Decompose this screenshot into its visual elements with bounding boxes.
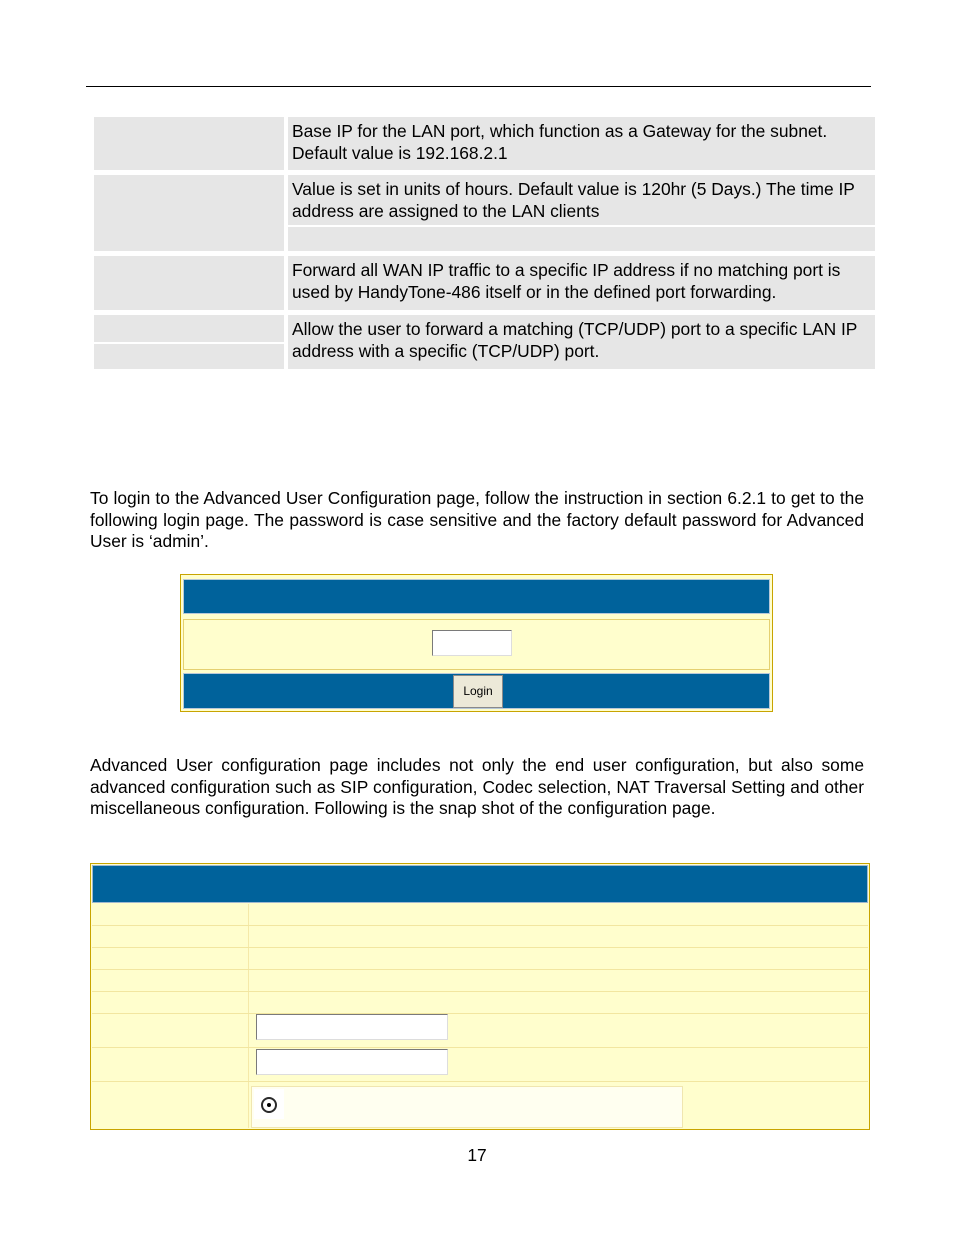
config-row xyxy=(92,904,868,926)
config-row xyxy=(92,1014,868,1048)
definition-description: Allow the user to forward a matching (TCP/UDP) port to a specific LAN IP address with a specific (TCP/UDP) port. xyxy=(288,315,875,369)
config-intro-paragraph: Advanced User configuration page includes not only the end user configuration, but also some advanced configuration such as SIP configuration, Codec selection, NAT Traversal Setting and other miscellaneous configuration. Following is the snap shot of the configuration page. xyxy=(90,755,864,818)
definition-description: Value is set in units of hours. Default value is 120hr (5 Days.) The time IP address are assigned to the LAN clients xyxy=(288,175,875,251)
config-row xyxy=(92,992,868,1014)
page-number: 17 xyxy=(467,1145,487,1165)
config-label-cell xyxy=(92,1014,249,1047)
config-label-cell xyxy=(92,970,249,991)
config-row xyxy=(92,948,868,970)
config-text-field[interactable] xyxy=(256,1014,448,1040)
config-row xyxy=(92,926,868,948)
definitions-table xyxy=(94,117,875,374)
password-input[interactable] xyxy=(432,630,512,656)
cell-divider xyxy=(288,225,875,227)
config-label-cell xyxy=(92,904,249,925)
config-label-cell xyxy=(92,992,249,1013)
config-label-cell xyxy=(92,926,249,947)
config-label-cell xyxy=(92,1048,249,1081)
config-text-field[interactable] xyxy=(256,1049,448,1075)
cell-divider xyxy=(94,342,284,344)
definition-term-cell xyxy=(94,256,284,310)
definition-row xyxy=(94,315,875,369)
config-row xyxy=(92,1048,868,1082)
header-rule xyxy=(86,86,871,87)
radio-group xyxy=(251,1086,683,1128)
definition-description: Base IP for the LAN port, which function as a Gateway for the subnet. Default value is 192.168.2.1 xyxy=(288,117,875,170)
config-label-cell xyxy=(92,1082,249,1128)
config-page-screenshot xyxy=(90,863,870,1130)
config-row xyxy=(92,1082,868,1128)
radio-cell xyxy=(254,1089,284,1119)
definition-row xyxy=(94,256,875,310)
login-button[interactable]: Login xyxy=(453,675,503,708)
radio-button-selected-icon[interactable] xyxy=(261,1097,277,1113)
definition-row xyxy=(94,117,875,170)
definition-row xyxy=(94,175,875,251)
config-label-cell xyxy=(92,948,249,969)
config-row xyxy=(92,970,868,992)
definition-description: Forward all WAN IP traffic to a specific IP address if no matching port is used by HandyTone-486 itself or in the defined port forwarding. xyxy=(288,256,875,310)
config-header-bar xyxy=(92,865,868,903)
login-form-screenshot xyxy=(180,574,773,712)
login-intro-paragraph: To login to the Advanced User Configuration page, follow the instruction in section 6.2.1 to get to the following login page. The password is case sensitive and the factory default password for Advanced User is ‘admin’. xyxy=(90,488,864,551)
definition-term-cell xyxy=(94,175,284,251)
definition-term-cell xyxy=(94,117,284,170)
login-footer-bar xyxy=(183,673,770,709)
login-password-row xyxy=(183,619,770,670)
login-header-bar xyxy=(183,579,770,614)
